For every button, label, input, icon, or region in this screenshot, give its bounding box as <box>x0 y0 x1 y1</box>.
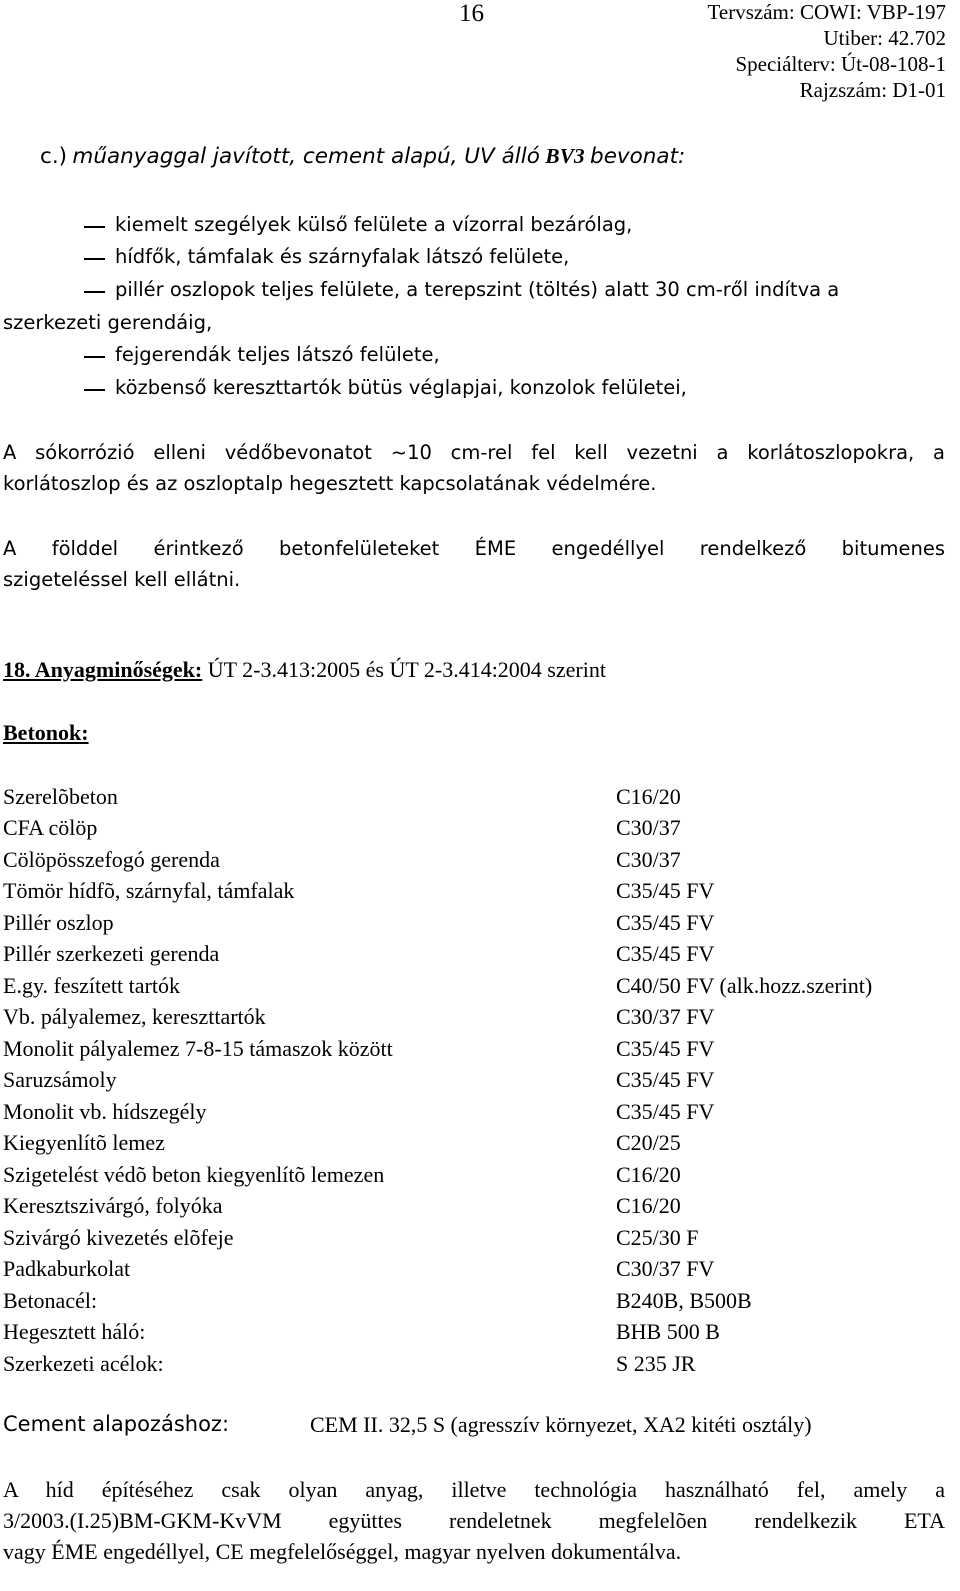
section-18-title: 18. Anyagminőségek: <box>3 657 203 682</box>
header-plan-number: Tervszám: COWI: VBP-197 <box>707 0 946 24</box>
corrosion-paragraph: A sókorrózió elleni védőbevonatot ~10 cm-rel fel kell vezetni a korlátoszlopokra, a korlátoszlop és az oszloptalp hegesztett kapcsolatának védelmére. <box>3 441 945 495</box>
table-row: Pillér szerkezeti gerenda C35/45 FV <box>3 941 715 966</box>
section-c-title-end: bevonat: <box>590 144 686 169</box>
table-row: Szigetelést védõ beton kiegyenlítõ lemezen C16/20 <box>3 1162 681 1187</box>
bitumen-paragraph: A földdel érintkező betonfelületeket ÉME engedéllyel rendelkező bitumenes szigeteléssel kell ellátni. <box>3 537 945 591</box>
table-row: Hegesztett háló: BHB 500 B <box>3 1319 720 1344</box>
section-18-heading <box>3 657 606 683</box>
table-row: Tömör hídfõ, szárnyfal, támfalak C35/45 FV <box>3 878 715 903</box>
section-c-prefix: c.) <box>40 144 68 169</box>
table-row: Szerkezeti acélok: S 235 JR <box>3 1351 696 1376</box>
table-row: Saruzsámoly C35/45 FV <box>3 1067 715 1092</box>
table-row: Monolit vb. hídszegély C35/45 FV <box>3 1099 715 1124</box>
table-row: E.gy. feszített tartók C40/50 FV (alk.hozz.szerint) <box>3 973 873 998</box>
section-18-standards: ÚT 2-3.413:2005 és ÚT 2-3.414:2004 szerint <box>207 657 606 682</box>
table-row: Monolit pályalemez 7-8-15 támaszok között C35/45 FV <box>3 1036 715 1061</box>
page-number: 16 <box>459 0 484 27</box>
header-drawing-number: Rajzszám: D1-01 <box>799 78 946 102</box>
table-row: Padkaburkolat C30/37 FV <box>3 1256 715 1281</box>
list-item-continuation: szerkezeti gerendáig, <box>3 311 213 334</box>
table-row: Szivárgó kivezetés elõfeje C25/30 F <box>3 1225 699 1250</box>
table-row: Keresztszivárgó, folyóka C16/20 <box>3 1193 681 1218</box>
final-paragraph: A híd építéséhez csak olyan anyag, illetve technológia használható fel, amely a 3/2003.(I.25)BM-GKM-KvVM együttes rendeletnek megfelelõen rendelkezik ETA vagy ÉME engedéllyel, CE megfelelőséggel, magyar nyelven dokumentálva. <box>3 1477 945 1564</box>
header-special-plan: Speciálterv: Út-08-108-1 <box>735 52 946 76</box>
table-row: Pillér oszlop C35/45 FV <box>3 910 715 935</box>
table-row: Vb. pályalemez, kereszttartók C30/37 FV <box>3 1004 715 1029</box>
cement-label: Cement alapozáshoz: <box>3 1412 230 1436</box>
table-row: Betonacél: B240B, B500B <box>3 1288 752 1313</box>
table-row: Szerelõbeton C16/20 <box>3 784 681 809</box>
header-road-id: Utiber: 42.702 <box>823 26 946 50</box>
section-c-title-bold: BV3 <box>545 144 585 168</box>
concrete-heading: Betonok: <box>3 720 89 745</box>
section-c-title <box>40 144 685 169</box>
section-c-title-text: műanyaggal javított, cement alapú, UV álló <box>72 144 540 169</box>
cement-row <box>3 1412 945 1443</box>
cement-value: CEM II. 32,5 S (agresszív környezet, XA2 kitéti osztály) <box>310 1412 812 1437</box>
table-row: CFA cölöp C30/37 <box>3 815 681 840</box>
table-row: Kiegyenlítõ lemez C20/25 <box>3 1130 681 1155</box>
table-row: Cölöpösszefogó gerenda C30/37 <box>3 847 681 872</box>
